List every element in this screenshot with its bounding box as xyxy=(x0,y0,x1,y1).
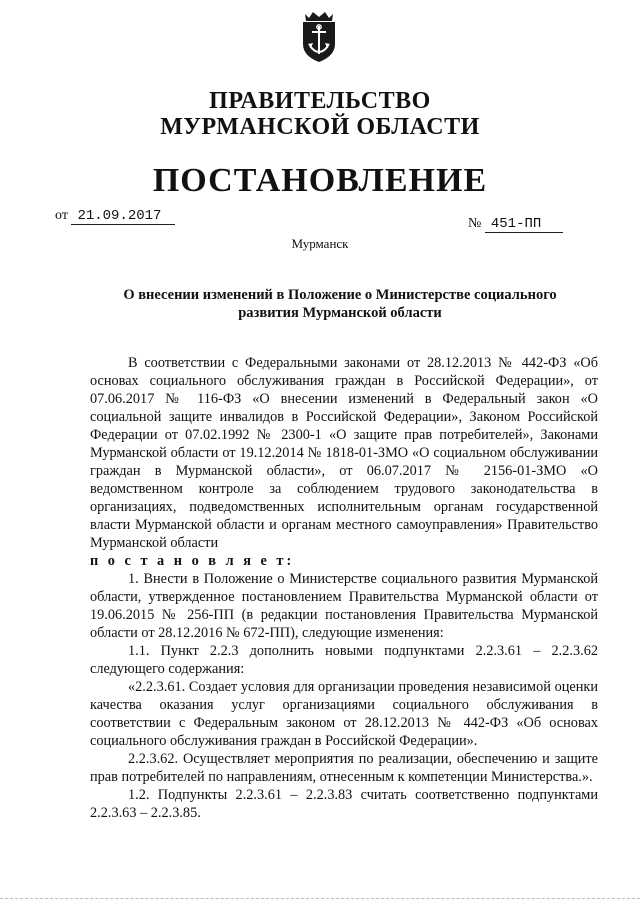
paragraph-item-1-2: 1.2. Подпункты 2.2.3.61 – 2.2.3.83 считать соответственно подпунктами 2.2.3.63 – 2.2.3.85. xyxy=(90,787,598,821)
number-value: 451-ПП xyxy=(485,216,563,233)
decides-line xyxy=(90,552,598,570)
decides-word: п о с т а н о в л я е т: xyxy=(90,553,295,569)
page-edge-divider xyxy=(0,898,640,900)
paragraph-quote-2-2-3-62: 2.2.3.62. Осуществляет мероприятия по реализации, обеспечению и защите прав потребителей по направлениям, отнесенным к компетенции Министерства.». xyxy=(90,751,598,785)
document-body xyxy=(90,354,598,822)
paragraph-item-1: 1. Внести в Положение о Министерстве социального развития Мурманской области, утвержденное постановлением Правительства Мурманской области от 19.06.2015 № 256-ПП (в редакции постановления Правительства Мурманской области от 28.12.2016 № 672-ПП), следующие изменения: xyxy=(90,571,598,641)
murmansk-coat-of-arms-icon xyxy=(296,10,342,64)
document-number xyxy=(468,216,563,232)
organization-name-line1: ПРАВИТЕЛЬСТВО xyxy=(209,88,431,114)
date-value: 21.09.2017 xyxy=(71,208,175,225)
paragraph-preamble: В соответствии с Федеральными законами от 28.12.2013 № 442-ФЗ «Об основах социального обслуживания граждан в Российской Федерации», от 07.06.2017 № 116-ФЗ «О внесении изменений в Федеральный закон «О социальной защите инвалидов в Российской Федерации», Законом Российской Федерации от 07.02.1992 № 2300-1 «О защите прав потребителей», Законами Мурманской области от 19.12.2014 № 1818-01-ЗМО «О социальном обслуживании граждан в Мурманской области», от 06.07.2017 № 2156-01-ЗМО «О ведомственном контроле за соблюдением трудового законодательства в организациях, подведомственных исполнительным органам государственной власти Мурманской области и органам местного самоуправления» Правительство Мурманской области xyxy=(90,355,598,551)
paragraph-item-1-1: 1.1. Пункт 2.2.3 дополнить новыми подпунктами 2.2.3.61 – 2.2.3.62 следующего содержания: xyxy=(90,643,598,677)
organization-name-line2: МУРМАНСКОЙ ОБЛАСТИ xyxy=(160,114,480,140)
document-type-title: ПОСТАНОВЛЕНИЕ xyxy=(152,162,488,199)
city: Мурманск xyxy=(291,236,349,251)
date-prefix: от xyxy=(55,208,68,223)
document-date xyxy=(55,208,175,224)
paragraph-quote-2-2-3-61: «2.2.3.61. Создает условия для организации проведения независимой оценки качества оказания услуг организациями социального обслуживания в соответствии с Федеральным законом от 28.12.2013 № 442-ФЗ «Об основах социального обслуживания граждан в Российской Федерации». xyxy=(90,679,598,749)
number-prefix: № xyxy=(468,216,482,231)
document-subject: О внесении изменений в Положение о Министерстве социального развития Мурманской области xyxy=(123,287,557,321)
